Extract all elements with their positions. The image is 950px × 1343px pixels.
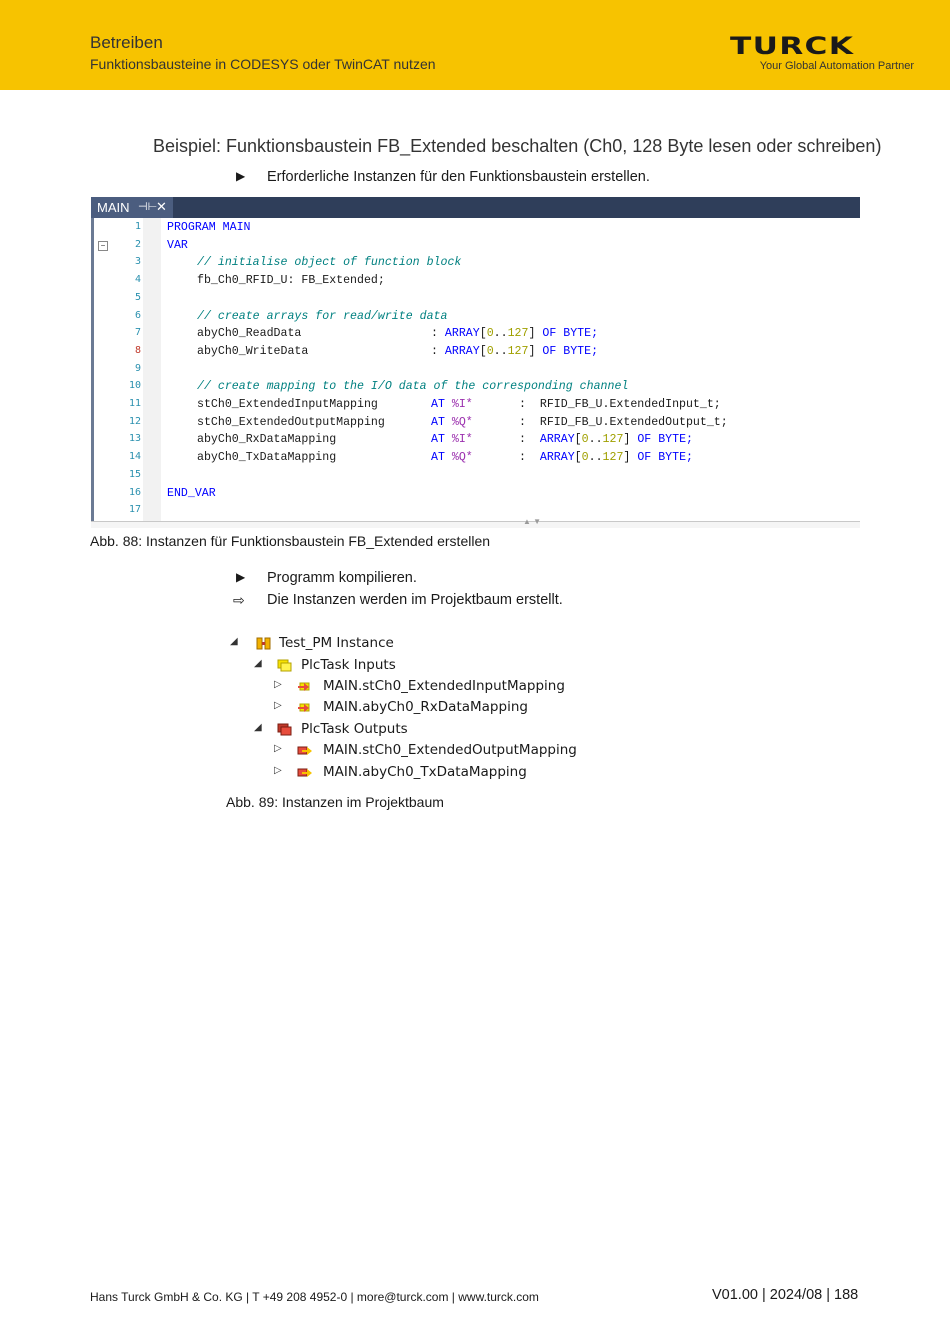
code-line-at[interactable]: AT %I* xyxy=(431,433,473,447)
expanded-icon[interactable]: ◢ xyxy=(254,722,262,733)
tab-label: MAIN xyxy=(97,200,130,215)
input-variable-icon xyxy=(297,680,312,693)
line-number: 5 xyxy=(134,291,141,303)
logo-text: TURCK xyxy=(730,32,855,60)
code-line[interactable]: abyCh0_WriteData xyxy=(197,344,309,358)
code-line[interactable]: abyCh0_RxDataMapping xyxy=(197,433,337,447)
logo-tagline: Your Global Automation Partner xyxy=(759,60,914,72)
output-variable-icon xyxy=(297,766,312,779)
pin-icon[interactable]: ⊣⊢ xyxy=(138,201,158,213)
code-line[interactable]: // create arrays for read/write data xyxy=(197,309,448,323)
line-number: 7 xyxy=(134,327,141,339)
line-number: 17 xyxy=(128,504,141,516)
code-line[interactable]: VAR xyxy=(167,238,188,252)
code-line[interactable]: PROGRAM MAIN xyxy=(167,221,251,234)
line-number: 14 xyxy=(128,451,141,463)
input-variable-icon xyxy=(297,701,312,714)
inputs-folder-icon xyxy=(277,659,292,672)
collapsed-icon[interactable]: ▷ xyxy=(274,700,282,711)
result-text: Die Instanzen werden im Projektbaum erstellt. xyxy=(267,592,563,608)
page-header xyxy=(0,0,950,90)
tree-label: Test_PM Instance xyxy=(279,635,394,651)
result-arrow-icon: ⇨ xyxy=(233,592,245,608)
collapsed-icon[interactable]: ▷ xyxy=(274,765,282,776)
code-line-type[interactable]: : RFID_FB_U.ExtendedOutput_t; xyxy=(519,415,728,429)
line-number: 1 xyxy=(134,221,141,232)
expanded-icon[interactable]: ◢ xyxy=(230,636,238,647)
outputs-folder-icon xyxy=(277,723,292,736)
tree-label: MAIN.stCh0_ExtendedInputMapping xyxy=(323,678,565,694)
tree-label: MAIN.abyCh0_RxDataMapping xyxy=(323,699,528,715)
turck-logo xyxy=(730,34,914,74)
header-subtitle: Funktionsbausteine in CODESYS oder TwinCAT nutzen xyxy=(90,56,436,72)
line-number: 12 xyxy=(128,415,141,427)
header-title: Betreiben xyxy=(90,33,163,52)
code-line-type[interactable]: : ARRAY[0..127] OF BYTE; xyxy=(431,327,599,341)
fold-column xyxy=(143,218,161,521)
output-variable-icon xyxy=(297,744,312,757)
project-tree xyxy=(228,630,628,790)
code-line[interactable]: stCh0_ExtendedInputMapping xyxy=(197,398,378,411)
step-text: Programm kompilieren. xyxy=(267,570,417,586)
line-number: 9 xyxy=(134,362,141,374)
tab-main[interactable] xyxy=(91,197,173,218)
line-number: 8 xyxy=(134,344,141,356)
line-number: 3 xyxy=(134,256,141,268)
step-text: Erforderliche Instanzen für den Funktionsbaustein erstellen. xyxy=(267,169,650,185)
code-line[interactable]: abyCh0_TxDataMapping xyxy=(197,451,337,465)
tree-label: PlcTask Inputs xyxy=(301,657,396,673)
editor-scrollbar[interactable] xyxy=(91,517,860,528)
code-editor xyxy=(91,197,860,527)
tree-label: MAIN.abyCh0_TxDataMapping xyxy=(323,764,527,780)
editor-tab-bar xyxy=(91,197,860,218)
line-number: 4 xyxy=(134,274,141,286)
figure-caption-88: Abb. 88: Instanzen für Funktionsbaustein FB_Extended erstellen xyxy=(90,533,491,549)
code-line[interactable]: stCh0_ExtendedOutputMapping xyxy=(197,415,385,429)
line-number: 6 xyxy=(134,309,141,321)
arrow-right-icon: ▶ xyxy=(236,169,246,183)
collapsed-icon[interactable]: ▷ xyxy=(274,743,282,754)
code-line-at[interactable]: AT %Q* xyxy=(431,451,473,465)
code-line[interactable]: END_VAR xyxy=(167,486,216,500)
code-line-type[interactable]: : RFID_FB_U.ExtendedInput_t; xyxy=(519,398,721,411)
line-number: 11 xyxy=(128,398,141,409)
code-line-at[interactable]: AT %Q* xyxy=(431,415,473,429)
code-line[interactable]: // initialise object of function block xyxy=(197,256,462,270)
collapsed-icon[interactable]: ▷ xyxy=(274,679,282,690)
line-number: 13 xyxy=(128,433,141,445)
code-line-type[interactable]: : ARRAY[0..127] OF BYTE; xyxy=(431,344,599,358)
expanded-icon[interactable]: ◢ xyxy=(254,658,262,669)
footer-version: V01.00 | 2024/08 | 188 xyxy=(712,1287,859,1303)
close-icon[interactable]: ✕ xyxy=(156,199,167,214)
code-line-type[interactable]: : ARRAY[0..127] OF BYTE; xyxy=(519,433,693,447)
plc-instance-icon xyxy=(256,637,271,650)
line-number: 2 xyxy=(134,238,141,250)
tree-label: MAIN.stCh0_ExtendedOutputMapping xyxy=(323,742,577,758)
line-number: 16 xyxy=(128,486,141,498)
footer-contact: Hans Turck GmbH & Co. KG | T +49 208 4952-0 | more@turck.com | www.turck.com xyxy=(90,1290,539,1304)
code-line[interactable]: // create mapping to the I/O data of the corresponding channel xyxy=(197,380,629,394)
code-line-at[interactable]: AT %I* xyxy=(431,398,473,411)
code-line-type[interactable]: : ARRAY[0..127] OF BYTE; xyxy=(519,451,693,465)
code-line[interactable]: abyCh0_ReadData xyxy=(197,327,302,341)
line-number: 10 xyxy=(128,380,141,392)
code-line[interactable]: fb_Ch0_RFID_U: FB_Extended; xyxy=(197,274,385,288)
collapse-icon[interactable]: − xyxy=(98,241,108,251)
arrow-right-icon: ▶ xyxy=(236,570,246,584)
scroll-arrows-icon[interactable]: ▲ ▼ xyxy=(523,517,542,526)
example-heading: Beispiel: Funktionsbaustein FB_Extended beschalten (Ch0, 128 Byte lesen oder schreiben) xyxy=(153,136,882,156)
figure-caption-89: Abb. 89: Instanzen im Projektbaum xyxy=(226,794,444,810)
line-number: 15 xyxy=(128,468,141,480)
tree-label: PlcTask Outputs xyxy=(301,721,408,737)
